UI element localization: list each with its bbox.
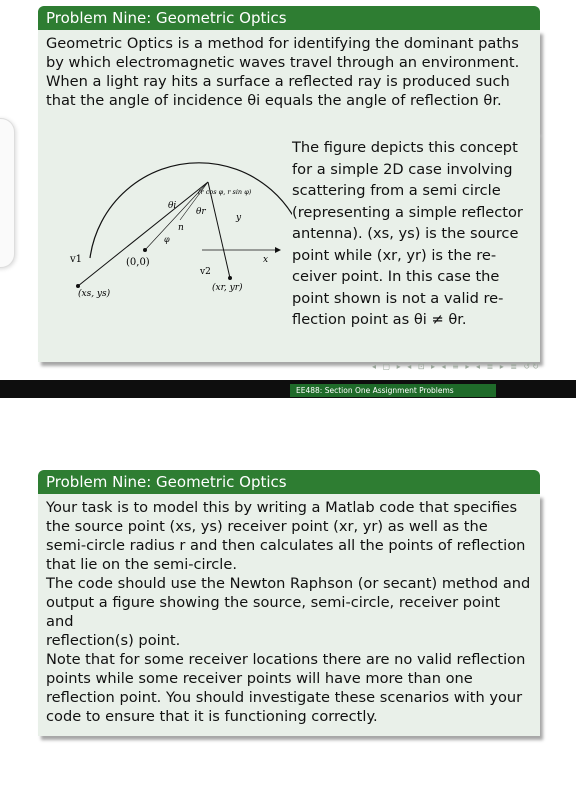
footer-label: EE488: Section One Assignment Problems	[290, 384, 496, 397]
label-theta-i: θi	[168, 201, 177, 211]
semicircle-arc	[90, 163, 292, 258]
task-line: reflection point. You should investigate these scenarios with your	[46, 689, 523, 706]
origin-dot	[143, 248, 147, 252]
figure-text-line: flection point as θi ≠ θr.	[292, 311, 467, 328]
side-handle[interactable]	[0, 118, 15, 268]
block-body	[38, 30, 540, 132]
figure-text-line: (representing a simple reflector	[292, 203, 523, 221]
figure-text-line: point while (xr, yr) is the re-	[292, 246, 497, 264]
intro-line: When a light ray hits a surface a reflected ray is produced such	[46, 73, 510, 90]
task-line: points while some receiver points will have more than one	[46, 670, 473, 687]
ray-incident	[78, 182, 208, 286]
ray-reflected	[208, 182, 230, 278]
block-task	[38, 470, 540, 736]
beamer-nav-symbols[interactable]: ◂ ▢ ▸ ◂ ⊡ ▸ ◂ ≡ ▸ ◂ ≣ ▸ ≣ ↺↻	[372, 362, 541, 371]
task-line: output a figure showing the source, semi-circle, receiver point and	[46, 594, 501, 630]
intro-line: that the angle of incidence θi equals the angle of reflection θr.	[46, 92, 502, 109]
task-line: Note that for some receiver locations there are no valid reflection	[46, 651, 526, 668]
figure-text-line: The figure depicts this concept	[292, 139, 518, 156]
task-line: semi-circle radius r and then calculates all the points of reflection	[46, 537, 526, 554]
label-theta-r: θr	[196, 207, 206, 217]
task-line: the source point (xs, ys) receiver point (xr, yr) as well as the	[46, 518, 488, 535]
label-source: (xs, ys)	[78, 289, 111, 299]
semicircle-diagram	[60, 150, 292, 310]
task-line: code to ensure that it is functioning correctly.	[46, 708, 378, 725]
label-x: x	[263, 255, 269, 265]
label-v2: v2	[200, 267, 211, 277]
figure-text-line: for a simple 2D case involving	[292, 160, 513, 178]
figure-description	[292, 137, 528, 331]
label-y: y	[236, 213, 242, 223]
task-line: Your task is to model this by writing a Matlab code that specifies	[46, 499, 518, 516]
slide-1	[0, 0, 576, 380]
label-origin: (0,0)	[126, 257, 150, 268]
block-title: Problem Nine: Geometric Optics	[38, 470, 540, 494]
figure-text-line: point shown is not a valid re-	[292, 289, 504, 307]
label-phi: φ	[164, 235, 170, 244]
slide-2	[0, 398, 576, 799]
receiver-dot	[228, 276, 232, 280]
intro-line: by which electromagnetic waves travel through an environment.	[46, 54, 520, 71]
x-axis-arrow	[275, 247, 281, 253]
label-n: n	[178, 223, 184, 233]
label-receiver: (xr, yr)	[212, 283, 243, 293]
task-line: reflection(s) point.	[46, 632, 181, 649]
task-line: The code should use the Newton Raphson (or secant) method and	[46, 575, 531, 592]
source-dot	[76, 284, 80, 288]
figure-text-line: ceiver point. In this case the	[292, 268, 500, 285]
label-point: (r cos φ, r sin φ)	[198, 188, 252, 196]
figure-text-line: antenna). (xs, ys) is the source	[292, 225, 519, 242]
label-v1: v1	[70, 254, 83, 265]
task-line: that lie on the semi-circle.	[46, 556, 237, 573]
figure-text-line: scattering from a semi circle	[292, 182, 501, 199]
block-body	[38, 494, 540, 736]
intro-line: Geometric Optics is a method for identifying the dominant paths	[46, 35, 519, 52]
block-title: Problem Nine: Geometric Optics	[38, 6, 540, 30]
